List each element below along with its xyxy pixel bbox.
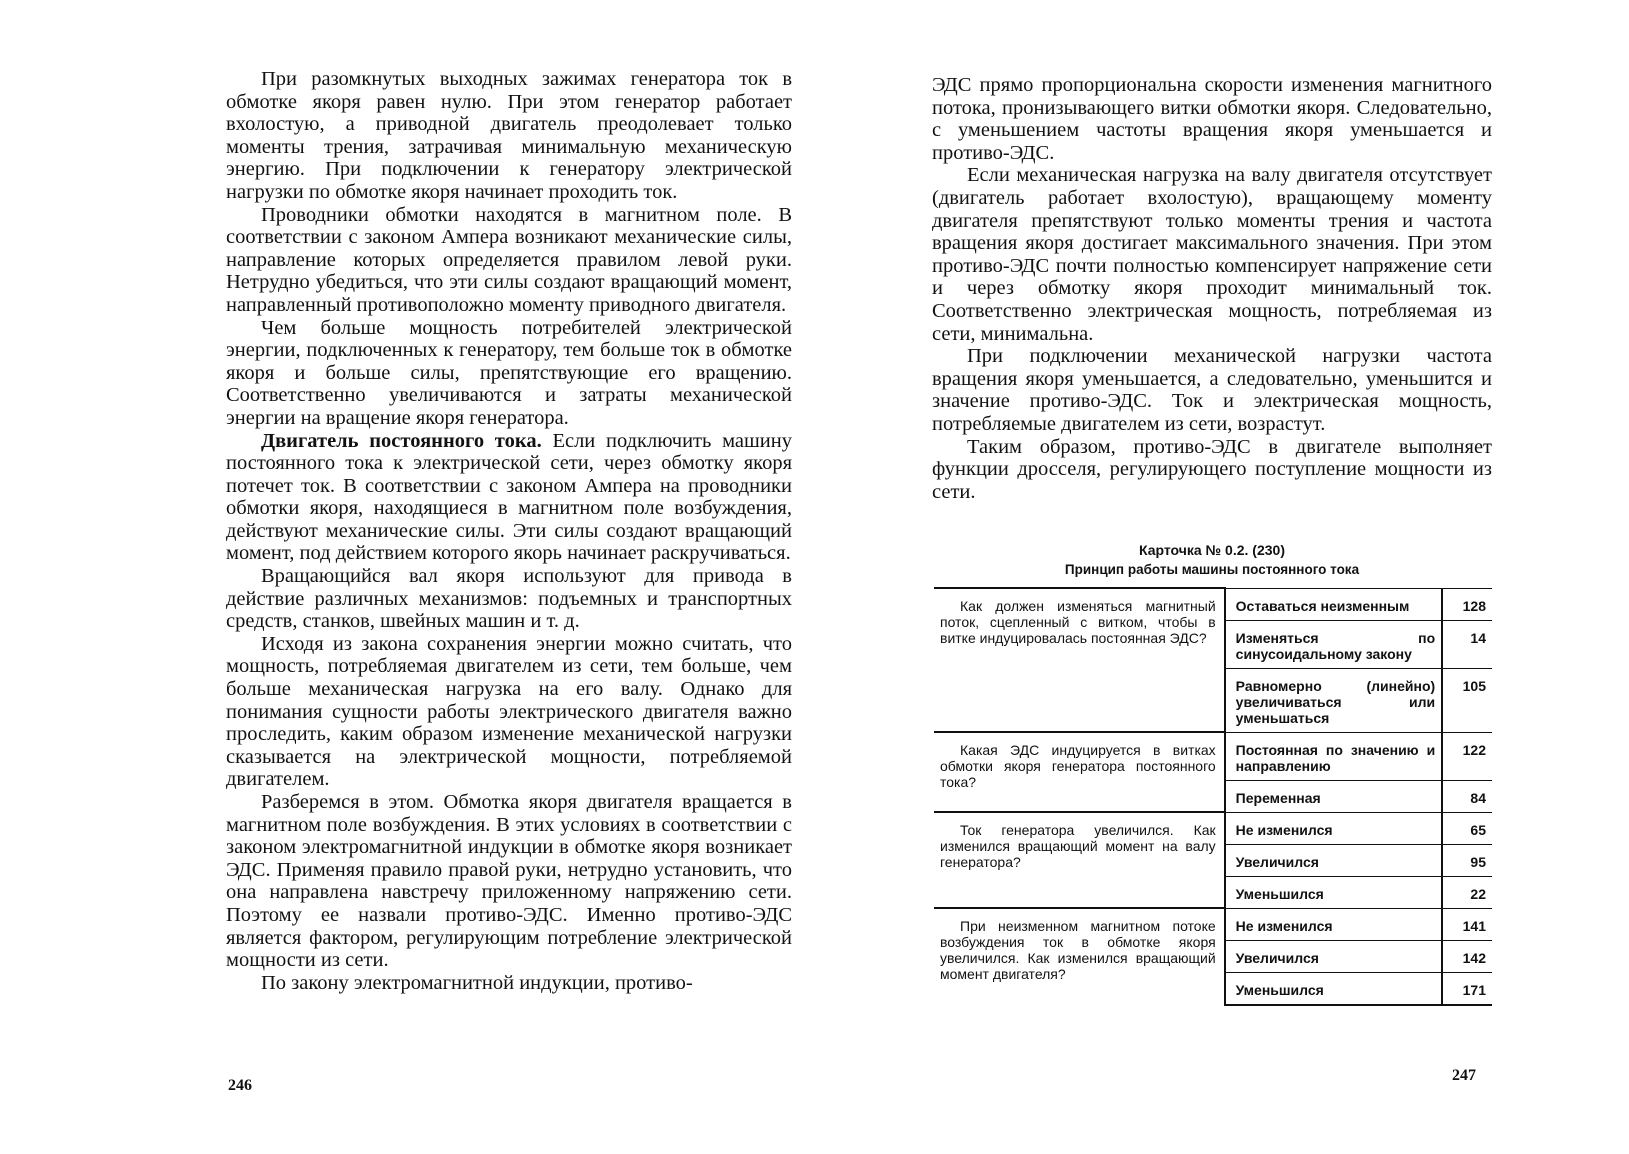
- table-row: [934, 908, 1492, 940]
- paragraph-motor: [226, 430, 792, 566]
- paragraph: Чем больше мощность потребителей электрической энергии, подключенных к генератору, тем больше ток в обмотке якоря и больше силы, препятствующие его вращению. Соответственно увеличиваются и затраты механической энергии на вращение якоря генератора.: [226, 316, 792, 429]
- card-heading: [932, 541, 1492, 579]
- answer-code-cell: 142: [1442, 940, 1492, 972]
- answer-code-cell: 105: [1442, 668, 1492, 732]
- table-row: [934, 588, 1492, 620]
- answer-code-cell: 14: [1442, 620, 1492, 668]
- answer-cell: Равномерно (линейно) увеличиваться или уменьшаться: [1225, 668, 1443, 732]
- answer-cell: Переменная: [1225, 780, 1443, 812]
- answer-code-cell: 22: [1442, 876, 1492, 908]
- table-row: [934, 732, 1492, 780]
- card-table-body: [934, 588, 1492, 1005]
- answer-cell: Постоянная по значению и направлению: [1225, 732, 1443, 780]
- question-cell: При неизменном магнитном потоке возбуждения ток в обмотке якоря увеличился. Как изменился вращающий момент двигателя?: [934, 908, 1225, 1005]
- paragraph: Проводники обмотки находятся в магнитном поле. В соответствии с законом Ампера возникают механические силы, направление которых определяется правилом левой руки. Нетрудно убедиться, что эти силы создают вращающий момент, направленный противоположно моменту приводного двигателя.: [226, 203, 792, 316]
- run-in-heading: Двигатель постоянного тока.: [261, 429, 542, 452]
- answer-cell: Изменяться по синусоидальному закону: [1225, 620, 1443, 668]
- table-row: [934, 812, 1492, 844]
- answer-code-cell: 141: [1442, 908, 1492, 940]
- card-title: Карточка № 0.2. (230): [1139, 542, 1285, 558]
- answer-code-cell: 65: [1442, 812, 1492, 844]
- page-number-right: 247: [1452, 1067, 1476, 1084]
- paragraph: Если механическая нагрузка на валу двигателя отсутствует (двигатель работает вхолостую), вращающему моменту двигателя препятствуют только моменты трения и частота вращения якоря достигает максимального значения. При этом противо-ЭДС почти полностью компенсирует напряжение сети и через обмотку якоря проходит минимальный ток. Соответственно электрическая мощность, потребляемая из сети, минимальна.: [932, 164, 1492, 345]
- answer-code-cell: 84: [1442, 780, 1492, 812]
- answer-code-cell: 122: [1442, 732, 1492, 780]
- answer-cell: Увеличился: [1225, 940, 1443, 972]
- question-cell: Ток генератора увеличился. Как изменился вращающий момент на валу генератора?: [934, 812, 1225, 908]
- card-subtitle: Принцип работы машины постоянного тока: [1064, 562, 1360, 577]
- paragraph: При разомкнутых выходных зажимах генератора ток в обмотке якоря равен нулю. При этом генератор работает вхолостую, а приводной двигатель преодолевает только моменты трения, затрачивая минимальную механическую энергию. При подключении к генератору электрической нагрузки по обмотке якоря начинает проходить ток.: [226, 68, 792, 203]
- answer-code-cell: 128: [1442, 588, 1492, 620]
- left-page: [226, 68, 792, 994]
- right-page: [932, 74, 1492, 503]
- page-number-left: 246: [228, 1077, 252, 1094]
- paragraph: По закону электромагнитной индукции, противо-: [261, 971, 693, 994]
- paragraph-text: Если подключить машину постоянного тока к электрической сети, через обмотку якоря потечет ток. В соответствии с законом Ампера на проводники обмотки якоря, находящиеся в магнитном поле возбуждения, действуют механические силы. Эти силы создают вращающий момент, под действием которого якорь начинает раскручиваться.: [226, 429, 792, 565]
- answer-cell: Не изменился: [1225, 812, 1443, 844]
- answer-code-cell: 171: [1442, 972, 1492, 1005]
- answer-code-cell: 95: [1442, 844, 1492, 876]
- answer-cell: Оставаться неизменным: [1225, 588, 1443, 620]
- card-table: [934, 587, 1492, 1006]
- answer-cell: Уменьшился: [1225, 972, 1443, 1005]
- paragraph-continuation: ЭДС прямо пропорциональна скорости изменения магнитного потока, пронизывающего витки обмотки якоря. Следовательно, с уменьшением частоты вращения якоря уменьшается и противо-ЭДС.: [932, 74, 1492, 164]
- paragraph: Разберемся в этом. Обмотка якоря двигателя вращается в магнитном поле возбуждения. В этих условиях в соответствии с законом электромагнитной индукции в обмотке якоря возникает ЭДС. Применяя правило правой руки, нетрудно установить, что она направлена навстречу приложенному напряжению сети. Поэтому ее назвали противо-ЭДС. Именно противо-ЭДС является фактором, регулирующим потребление электрической мощности из сети.: [226, 791, 792, 972]
- question-cell: Какая ЭДС индуцируется в витках обмотки якоря генератора постоянного тока?: [934, 732, 1225, 812]
- paragraph: Вращающийся вал якоря используют для привода в действие различных механизмов: подъемных и транспортных средств, станков, швейных машин и т. д.: [226, 565, 792, 633]
- question-cell: Как должен изменяться магнитный поток, сцепленный с витком, чтобы в витке индуцировалась постоянная ЭДС?: [934, 588, 1225, 732]
- paragraph: При подключении механической нагрузки частота вращения якоря уменьшается, а следовательно, уменьшится и значение противо-ЭДС. Ток и электрическая мощность, потребляемые двигателем из сети, возрастут.: [932, 345, 1492, 435]
- answer-cell: Уменьшился: [1225, 876, 1443, 908]
- paragraph: Исходя из закона сохранения энергии можно считать, что мощность, потребляемая двигателем из сети, тем больше, чем больше механическая нагрузка на его валу. Однако для понимания сущности работы электрического двигателя важно проследить, каким образом изменение механической нагрузки сказывается на электрической мощности, потребляемой двигателем.: [226, 632, 792, 791]
- answer-cell: Не изменился: [1225, 908, 1443, 940]
- answer-cell: Увеличился: [1225, 844, 1443, 876]
- paragraph: Таким образом, противо-ЭДС в двигателе выполняет функции дросселя, регулирующего поступление мощности из сети.: [932, 435, 1492, 503]
